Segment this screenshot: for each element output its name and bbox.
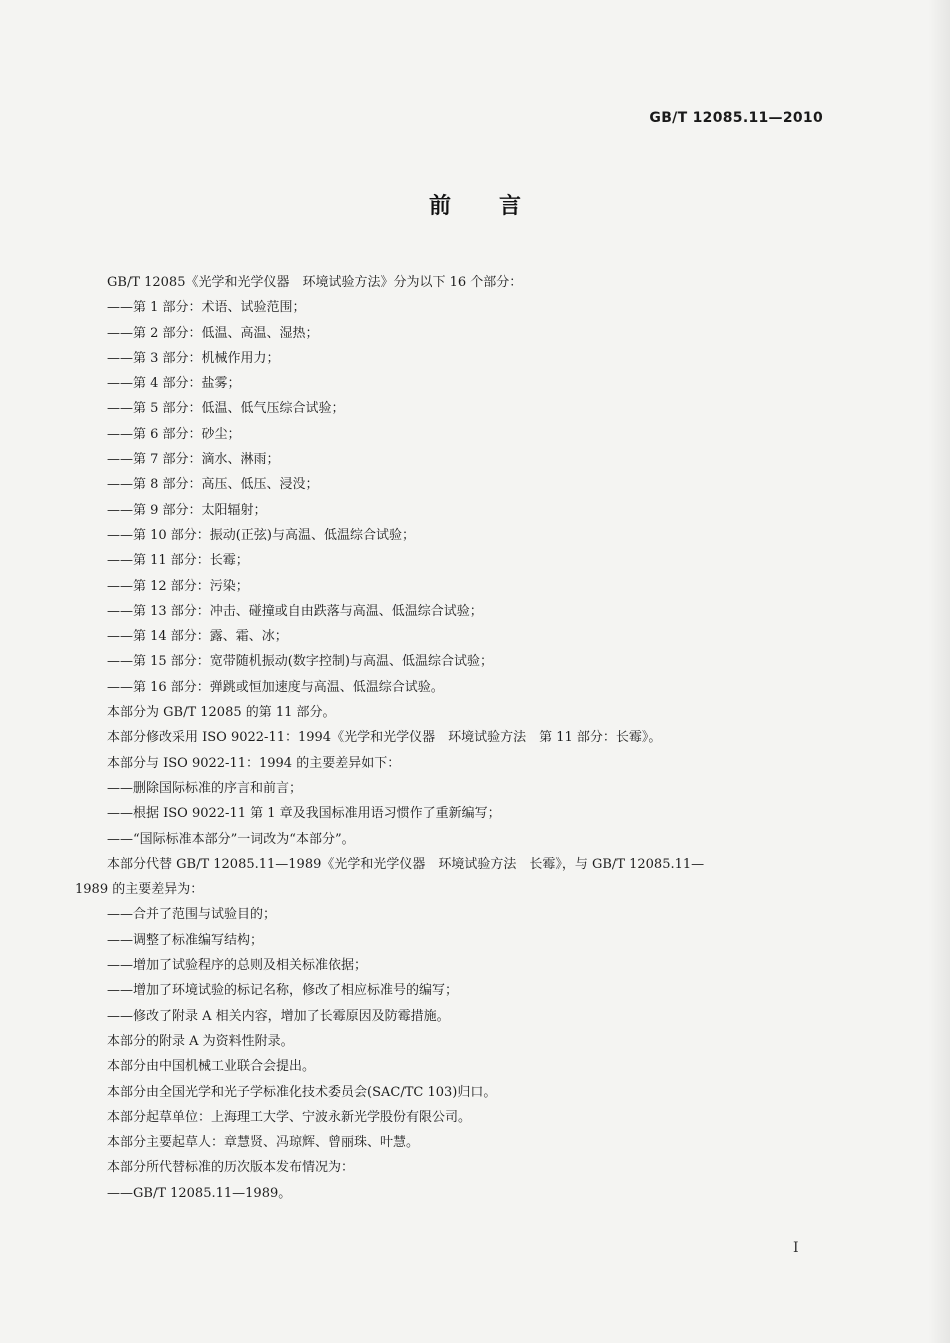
- paragraph-line: ——增加了环境试验的标记名称，修改了相应标准号的编写；: [107, 983, 459, 999]
- paragraph-line: ——第 6 部分：砂尘；: [107, 426, 241, 442]
- paragraph-line: GB/T 12085《光学和光学仪器 环境试验方法》分为以下 16 个部分：: [107, 275, 523, 290]
- paragraph-line: ——调整了标准编写结构；: [107, 932, 264, 948]
- paragraph-line: ——“国际标准本部分”一词改为“本部分”。: [107, 831, 355, 847]
- paragraph-line: 本部分所代替标准的历次版本发布情况为：: [107, 1160, 355, 1176]
- paragraph-line: ——第 16 部分：弹跳或恒加速度与高温、低温综合试验。: [107, 679, 444, 695]
- paragraph-line: ——第 8 部分：高压、低压、浸没；: [107, 477, 319, 493]
- paragraph-line: 本部分代替 GB/T 12085.11—1989《光学和光学仪器 环境试验方法 长霉》，与 GB/T 12085.11—: [107, 856, 705, 872]
- paragraph-line: 本部分由中国机械工业联合会提出。: [107, 1059, 316, 1075]
- paragraph-line: 本部分主要起草人：章慧贤、冯琼辉、曾丽珠、叶慧。: [107, 1135, 420, 1151]
- paragraph-line: 本部分与 ISO 9022-11：1994 的主要差异如下：: [107, 755, 401, 771]
- paragraph-line: 本部分起草单位：上海理工大学、宁波永新光学股份有限公司。: [107, 1109, 472, 1125]
- page-title: 前言: [428, 194, 569, 219]
- paragraph-line: 本部分由全国光学和光子学标准化技术委员会(SAC/TC 103)归口。: [107, 1084, 497, 1100]
- paragraph-line: ——第 7 部分：滴水、淋雨；: [107, 452, 280, 468]
- paragraph-line: ——删除国际标准的序言和前言；: [107, 780, 303, 796]
- paragraph-line: ——GB/T 12085.11—1989。: [107, 1185, 292, 1201]
- paragraph-line: ——第 15 部分：宽带随机振动(数字控制)与高温、低温综合试验；: [107, 654, 493, 670]
- standard-number: GB/T 12085.11—2010: [649, 110, 823, 126]
- paragraph-line: ——第 9 部分：太阳辐射；: [107, 502, 267, 518]
- paragraph-line: ——第 11 部分：长霉；: [107, 553, 249, 569]
- paragraph-line: ——增加了试验程序的总则及相关标准依据；: [107, 958, 368, 974]
- paragraph-line: ——根据 ISO 9022-11 第 1 章及我国标准用语习惯作了重新编写；: [107, 806, 501, 822]
- paragraph-line: ——第 14 部分：露、霜、冰；: [107, 629, 288, 645]
- paragraph-line: ——合并了范围与试验目的；: [107, 907, 277, 923]
- paragraph-line: ——修改了附录 A 相关内容，增加了长霉原因及防霉措施。: [107, 1008, 450, 1024]
- paragraph-line: ——第 1 部分：术语、试验范围；: [107, 300, 306, 316]
- paragraph-line: 本部分为 GB/T 12085 的第 11 部分。: [107, 705, 336, 721]
- page-number: I: [793, 1240, 799, 1256]
- paragraph-line: ——第 5 部分：低温、低气压综合试验；: [107, 401, 345, 417]
- paragraph-line: ——第 2 部分：低温、高温、湿热；: [107, 325, 319, 341]
- paragraph-line: ——第 12 部分：污染；: [107, 578, 249, 594]
- foreword-body: [75, 270, 820, 1206]
- paragraph-line: ——第 4 部分：盐雾；: [107, 376, 241, 392]
- paragraph-line: ——第 3 部分：机械作用力；: [107, 350, 280, 366]
- paragraph-line: ——第 13 部分：冲击、碰撞或自由跌落与高温、低温综合试验；: [107, 603, 483, 619]
- scan-edge-shadow: [928, 0, 950, 1343]
- paragraph-line: 本部分的附录 A 为资料性附录。: [107, 1033, 294, 1049]
- paragraph-line: 本部分修改采用 ISO 9022-11：1994《光学和光学仪器 环境试验方法 第 11 部分：长霉》。: [107, 730, 662, 746]
- paragraph-line: ——第 10 部分：振动(正弦)与高温、低温综合试验；: [107, 527, 415, 543]
- paragraph-line: 1989 的主要差异为：: [75, 882, 204, 898]
